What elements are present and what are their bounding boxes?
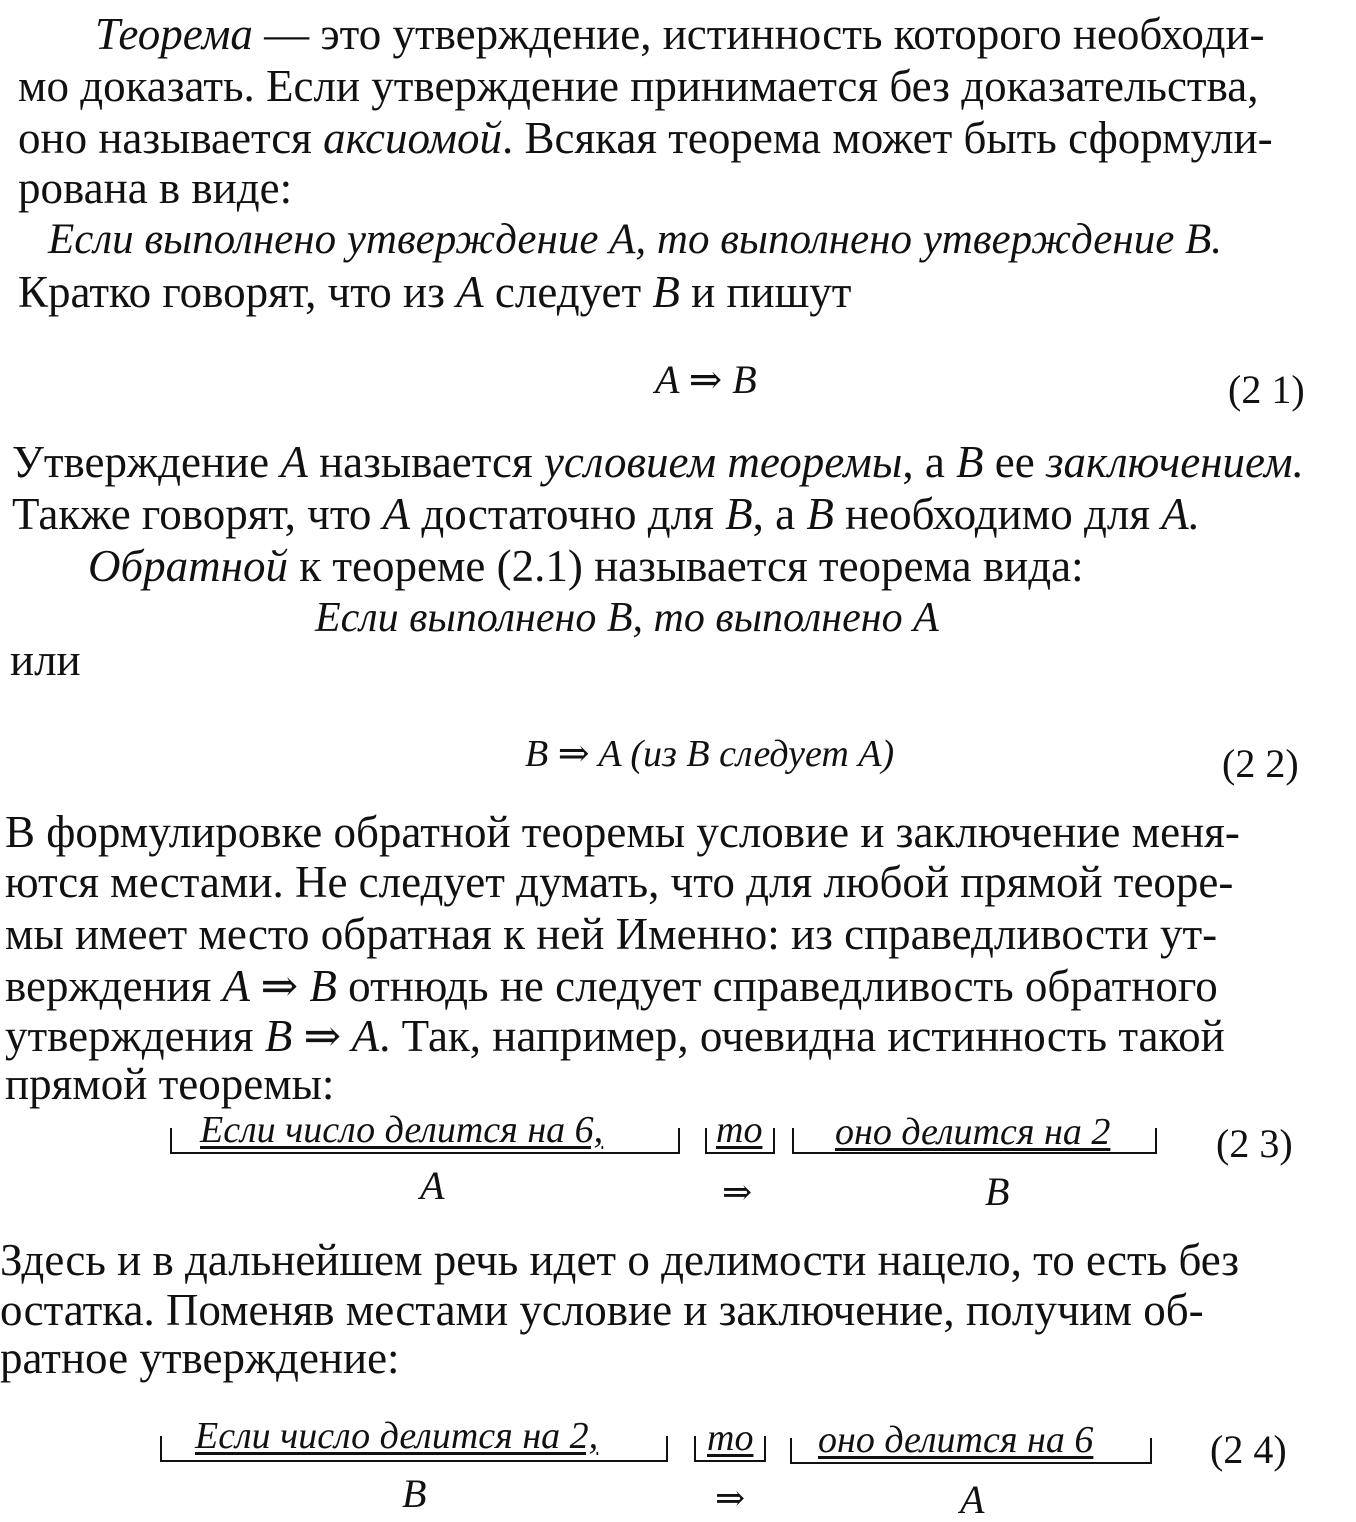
converse-statement: Если выполнено B, то выполнено A (315, 595, 939, 641)
p3-l2-a: Также говорят, что (12, 489, 383, 539)
symbol-b: B (652, 267, 680, 317)
p2-c: и пишут (679, 267, 852, 317)
p5-l1: В формулировке обратной теоремы условие и заключение меня- (5, 807, 1240, 857)
p3-l2-c: , а (752, 489, 807, 539)
symbol-a-2-4: A (960, 1477, 985, 1522)
p5-line-2: ются местами. Не следует думать, что для любой прямой теоре- (5, 857, 1234, 907)
symbol-b-2-3: B (985, 1169, 1010, 1214)
p3-l2-symbol-b2: B (806, 489, 834, 539)
term-conclusion: заключением. (1046, 437, 1304, 487)
term-converse: Обратной (88, 541, 288, 591)
term-condition: условием теоремы (543, 437, 903, 487)
p1-line-1-text: — это утверждение, истинность которого необходи- (252, 9, 1265, 59)
p3-l2-symbol-b: B (725, 489, 753, 539)
word-or: или (10, 635, 81, 685)
p3-l1-d: ее (983, 437, 1046, 487)
p5-l4-a: верждения (5, 961, 223, 1011)
p5-l5-a: утверждения (5, 1011, 265, 1061)
term-theorem: Теорема (95, 9, 253, 59)
p3-line-1 (12, 436, 1304, 488)
p4-rest: к теореме (2.1) называется теорема вида: (287, 541, 1084, 591)
symbol-b-2-4: B (402, 1471, 427, 1516)
equation-number-2-2: (2 2) (1222, 741, 1299, 786)
equation-number-2-3: (2 3) (1216, 1121, 1293, 1166)
p5-l5-formula: B ⇒ A (264, 1011, 380, 1061)
p3-l1-c: , а (902, 437, 957, 487)
p1-line-4: рована в виде: (18, 163, 293, 213)
p5-l4-b: отнюдь не следует справедливость обратного (336, 961, 1218, 1011)
p2-a: Кратко говорят, что из (18, 267, 457, 317)
conclusion-2-3: оно делится на 2 (835, 1111, 1111, 1153)
arrow-2-4: ⇒ (715, 1478, 746, 1518)
p6-line-3: ратное утверждение: (0, 1333, 400, 1383)
equation-number-2-1: (2 1) (1228, 367, 1305, 412)
then-2-4: то (707, 1417, 754, 1459)
p1-line-3-b: . Всякая теорема может быть сформули- (501, 113, 1273, 163)
p3-l2-symbol-a: A (382, 489, 411, 539)
then-2-3: то (716, 1109, 763, 1151)
p1-line-1 (95, 8, 1305, 60)
symbol-a-2-3: A (420, 1163, 445, 1208)
p1-line-3 (18, 112, 1308, 164)
p2-line (18, 266, 851, 318)
p3-l2-symbol-a2: A. (1161, 489, 1201, 539)
p3-l1-a: Утверждение (12, 437, 281, 487)
p5-line-6: прямой теоремы: (5, 1059, 335, 1109)
p3-l2-d: необходимо для (833, 489, 1162, 539)
p3-l1-b: называется (307, 437, 544, 487)
p3-l1-symbol-a: A (280, 437, 308, 487)
p3-l2-b: достаточно для (410, 489, 726, 539)
p5-l5-b: . Так, например, очевидна истинность такой (379, 1011, 1225, 1061)
p5-l4-formula: A ⇒ B (222, 961, 337, 1011)
p6-line-1: Здесь и в дальнейшем речь идет о делимости нацело, то есть без (0, 1235, 1240, 1285)
p2-b: следует (483, 267, 653, 317)
condition-2-3: Если число делится на 6, (200, 1109, 604, 1151)
p5-line-5 (5, 1010, 1225, 1062)
p5-line-1 (5, 806, 1299, 858)
p1-line-2: мо доказать. Если утверждение принимается без доказательства, (18, 61, 1259, 111)
equation-2-1: A ⇒ B (655, 357, 757, 402)
condition-2-4: Если число делится на 2, (195, 1415, 599, 1457)
p1-line-3-a: оно называется (18, 113, 324, 163)
equation-number-2-4: (2 4) (1210, 1427, 1287, 1472)
p5-line-4 (5, 960, 1218, 1012)
p4-line-1 (88, 540, 1084, 592)
arrow-2-3: ⇒ (722, 1172, 753, 1212)
equation-2-2: B ⇒ A (из B следует A) (525, 733, 895, 775)
term-axiom: аксиомой (323, 113, 502, 163)
symbol-a: A (456, 267, 484, 317)
conclusion-2-4: оно делится на 6 (818, 1419, 1094, 1461)
theorem-statement: Если выполнено утверждение A, то выполнено утверждение B. (48, 216, 1223, 263)
p3-l1-symbol-b: B (956, 437, 984, 487)
p5-line-3: мы имеет место обратная к ней Именно: из справедливости ут- (5, 909, 1218, 959)
p3-line-2 (12, 488, 1200, 540)
p6-line-2: остатка. Поменяв местами условие и заключение, получим об- (0, 1285, 1204, 1335)
